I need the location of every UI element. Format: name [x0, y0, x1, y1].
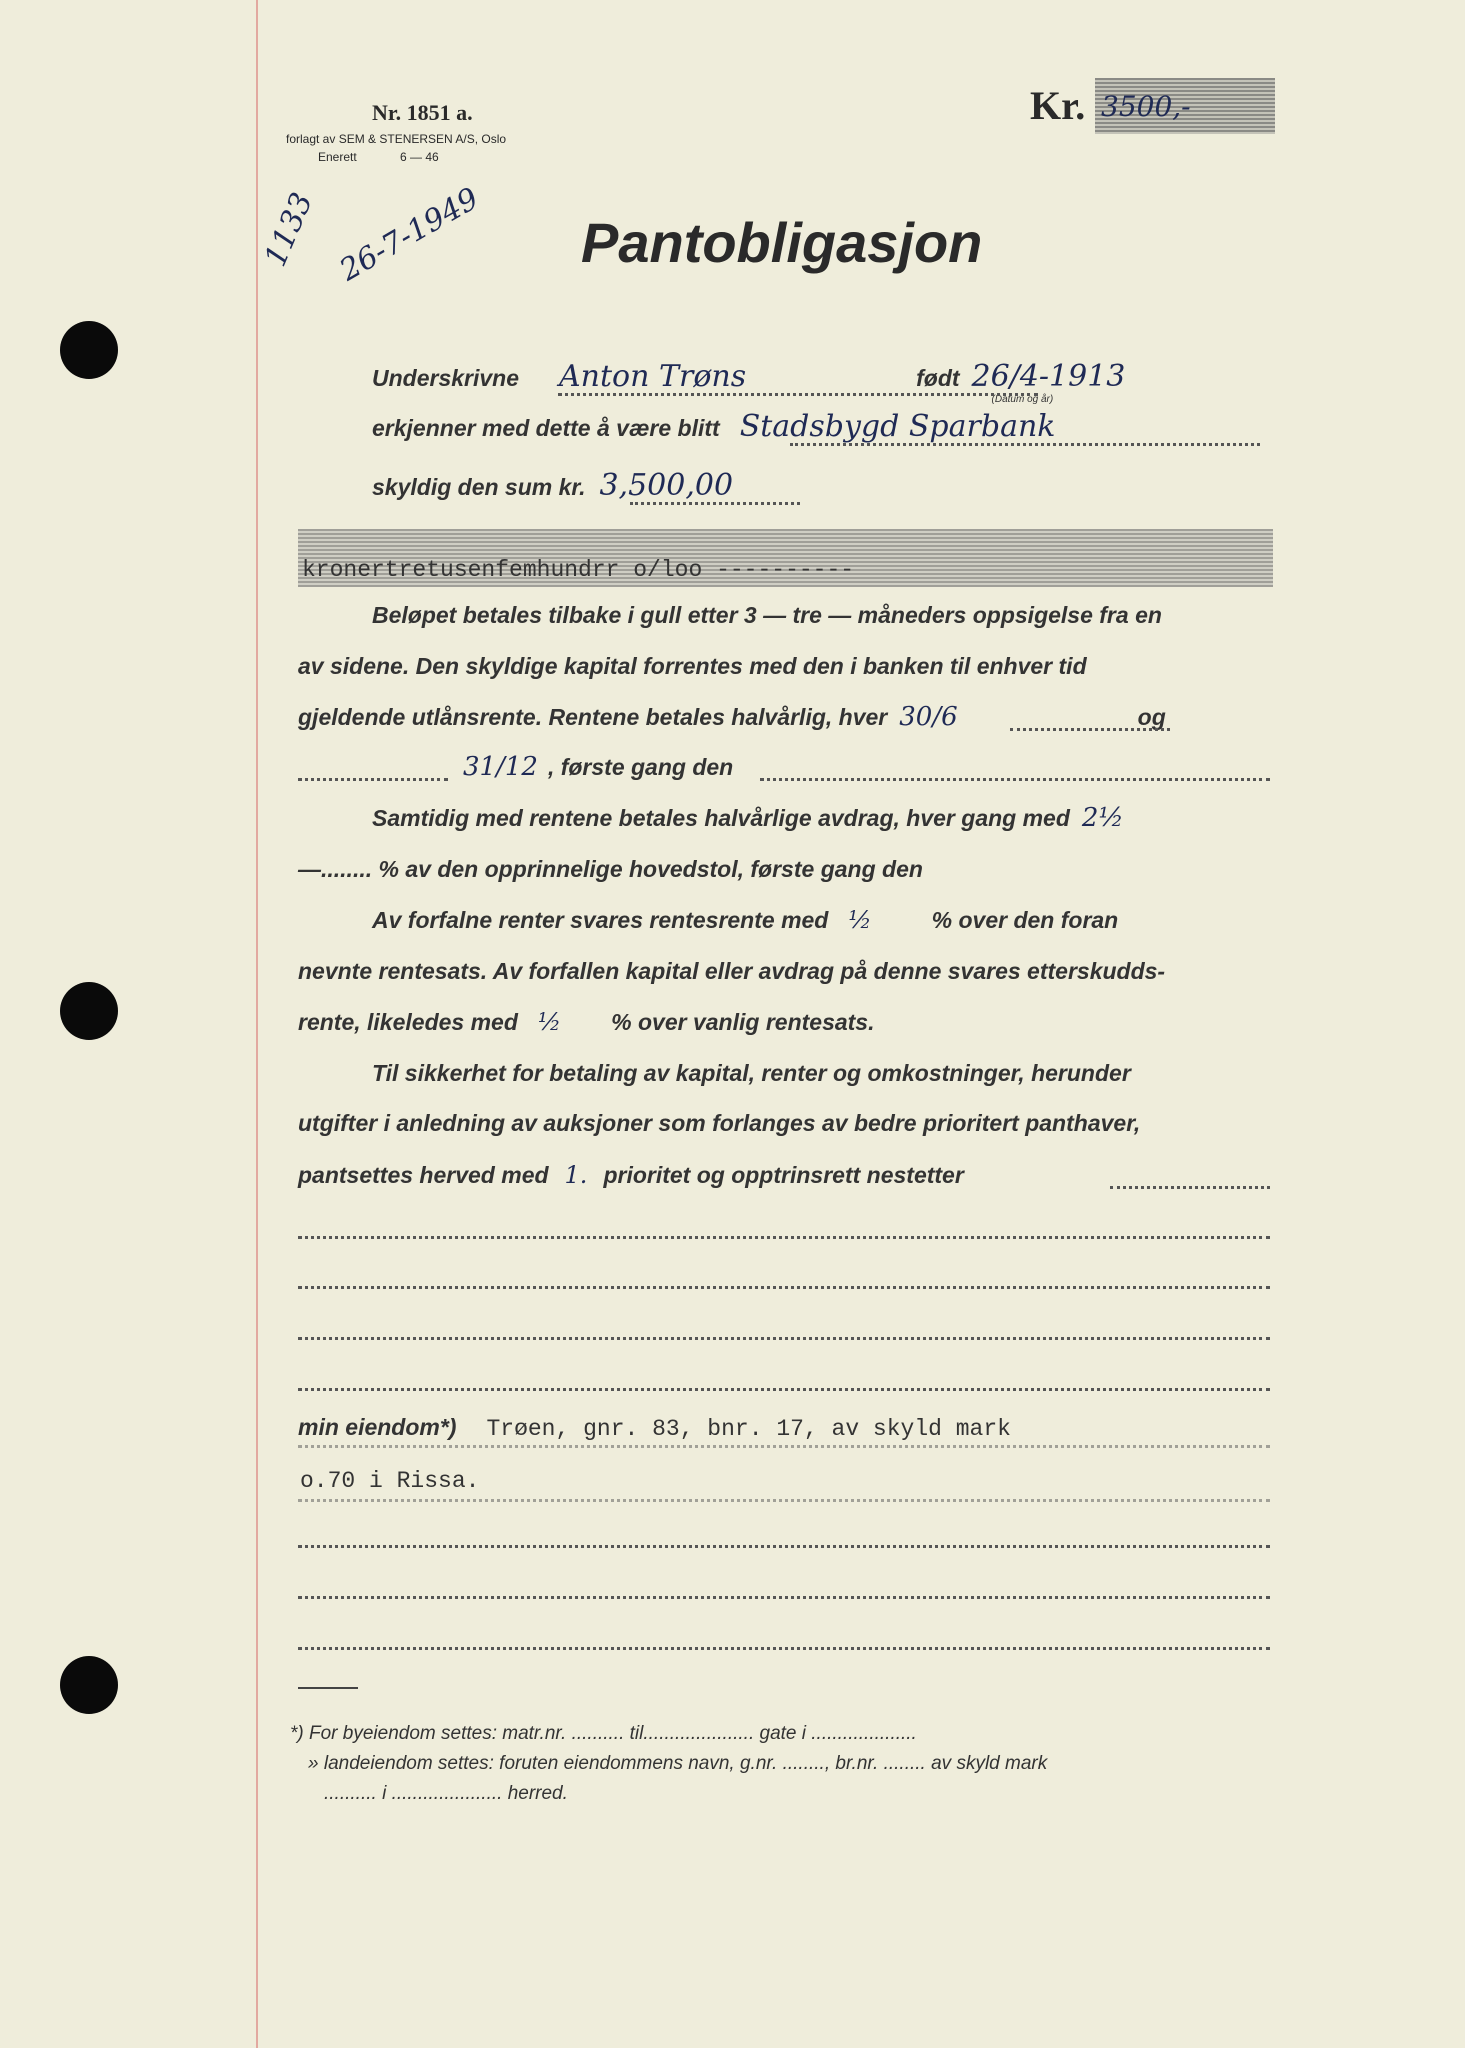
edition: 6 — 46 [400, 150, 439, 164]
punch-hole [60, 982, 118, 1040]
penalty-rate: ½ [848, 906, 872, 934]
punch-hole [60, 1656, 118, 1714]
row-sum [372, 468, 734, 503]
footnote-line: » landeiendom settes: foruten eiendommens navn, g.nr. ........, br.nr. ........ av skyld mark [308, 1753, 1048, 1774]
label: Underskrivne [372, 365, 520, 391]
publisher: forlagt av SEM & STENERSEN A/S, Oslo [286, 132, 507, 146]
body-line [372, 905, 1118, 935]
body-line: Til sikkerhet for betaling av kapital, renter og omkostninger, herunder [372, 1060, 1131, 1086]
sum-value: 3,500,00 [599, 468, 734, 503]
text: pantsettes herved med [298, 1162, 549, 1188]
text: Samtidig med rentene betales halvårlige avdrag, hver gang med [372, 805, 1070, 831]
label: min eiendom*) [298, 1414, 457, 1440]
sum-words-box [298, 529, 1273, 587]
interest-date-2: 31/12 [463, 752, 538, 782]
stamp-date: 26-7-1949 [334, 181, 485, 289]
birth-date: 26/4-1913 [971, 359, 1126, 394]
debtor-name: Anton Trøns [559, 359, 747, 394]
creditor-name: Stadsbygd Sparbank [739, 409, 1056, 444]
body-line: nevnte rentesats. Av forfallen kapital eller avdrag på denne svares etterskudds- [298, 958, 1166, 984]
text: prioritet og opptrinsrett nestetter [603, 1162, 964, 1188]
installment-percent: 2½ [1081, 803, 1124, 833]
row-creditor [372, 409, 1056, 444]
body-line: av sidene. Den skyldige kapital forrentes med den i banken til enhver tid [298, 653, 1087, 679]
property-line-1: Trøen, gnr. 83, bnr. 17, av skyld mark [486, 1416, 1011, 1442]
text: gjeldende utlånsrente. Rentene betales halvårlig, hver [298, 704, 888, 730]
priority: 1. [564, 1161, 588, 1189]
body-line: utgifter i anledning av auksjoner som forlanges av bedre prioritert panthaver, [298, 1110, 1141, 1136]
kr-amount: 3500,- [1101, 90, 1191, 123]
document-title: Pantobligasjon [581, 211, 983, 274]
footnote-rule [298, 1687, 358, 1689]
label: skyldig den sum kr. [372, 474, 586, 500]
label: født [916, 365, 960, 391]
note: (Datum og år) [991, 394, 1054, 405]
form-number: Nr. 1851 a. [372, 100, 473, 125]
property-row [298, 1412, 1011, 1444]
label: erkjenner med dette å være blitt [372, 415, 720, 441]
text: rente, likeledes med [298, 1009, 518, 1035]
sum-words: kronertretusenfemhundrr o/loo ---------- [302, 557, 855, 583]
text: % over vanlig rentesats. [611, 1009, 875, 1035]
kr-label: Kr. [1030, 83, 1086, 128]
text: % over den foran [931, 907, 1119, 933]
body-line [372, 803, 1124, 833]
body-line [298, 1160, 964, 1190]
interest-date-1: 30/6 [899, 702, 958, 732]
property-line-2: o.70 i Rissa. [300, 1468, 480, 1494]
footnote-line: *) For byeiendom settes: matr.nr. .......... til..................... gate i .................... [290, 1723, 917, 1744]
punch-hole [60, 321, 118, 379]
body-line [298, 1007, 875, 1037]
kr-amount-box [1095, 78, 1275, 134]
stamp-number: 1133 [258, 187, 321, 272]
margin-line [256, 0, 258, 2048]
body-line: —........ % av den opprinnelige hovedstol, første gang den [298, 856, 923, 882]
row-underskrivne [372, 359, 1126, 405]
text: Av forfalne renter svares rentesrente med [372, 907, 829, 933]
enerett: Enerett [318, 150, 357, 164]
text: og [1137, 704, 1166, 730]
text: , første gang den [547, 754, 734, 780]
body-line: Beløpet betales tilbake i gull etter 3 — tre — måneders oppsigelse fra en [372, 602, 1162, 628]
late-rate: ½ [537, 1008, 562, 1036]
footnote-line: .......... i ..................... herred. [324, 1783, 568, 1804]
